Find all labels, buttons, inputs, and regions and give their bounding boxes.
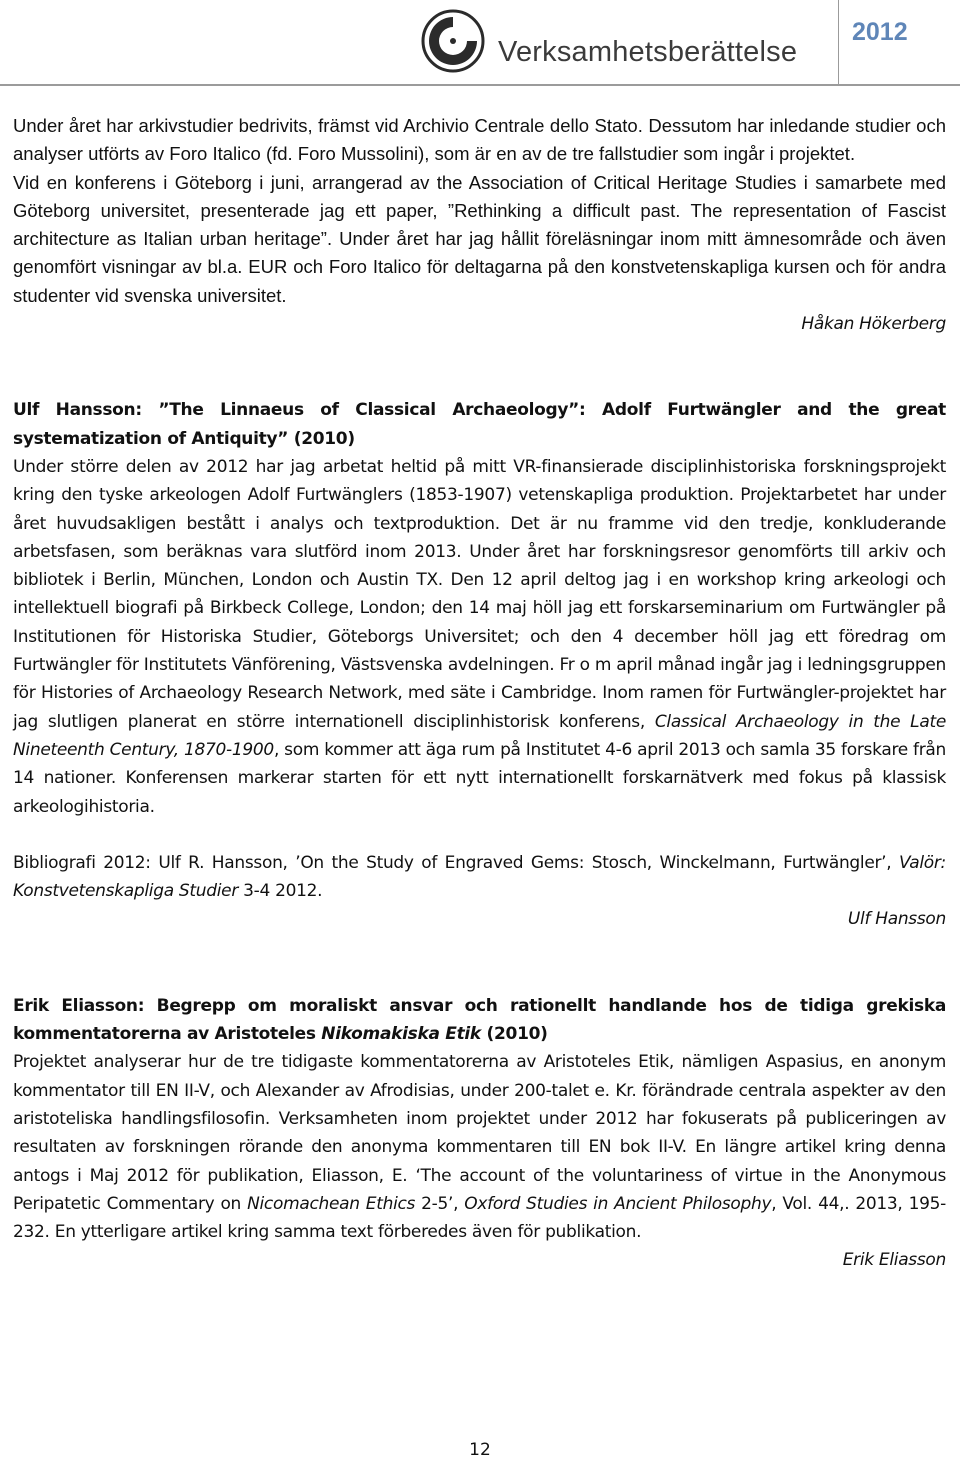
hansson-text-a: Under större delen av 2012 har jag arbetat heltid på mitt VR-finansierade disciplinhistoriska forskningsprojekt kring den tyske arkeologen Adolf Furtwänglers (1853-1907) vetenskapliga produktion. Projektarbetet har under året huvudsakligen bestått i analys och textproduktion. Det är nu framme vid den tredje, konkluderande arbetsfasen, som beräknas vara slutförd inom 2013. Under året har forskningsresor genomförts till arkiv och bibliotek i Berlin, München, London och Austin TX. Den 12 april deltog jag i en workshop kring arkeologi och intellektuell biografi på Birkbeck College, London; den 14 maj höll jag ett forskarseminarium om Furtwängler på Institutionen för Historiska Studier, Göteborgs Universitet; och den 4 december höll jag ett föredrag om Furtwängler för Institutets Vänförening, Västsvenska avdelningen. Fr o m april månad ingår jag i ledningsgruppen för Histories of Archaeology Research Network, med säte i Cambridge. Inom ramen för Furtwängler-projektet har jag slutligen planerat en större internationell disciplinhistorisk konferens, <box>13 456 946 732</box>
intro-paragraph-1: Under året har arkivstudier bedrivits, främst vid Archivio Centrale dello Stato. Dessutom har inledande studier och analyser utförts av Foro Italico (fd. Foro Mussolini), som är en av de tre fallstudier som ingår i projektet. <box>13 115 946 165</box>
report-year: 2012 <box>852 18 908 46</box>
eliasson-title-em: Nikomakiska Etik <box>321 1024 481 1045</box>
document-body <box>13 112 946 1275</box>
section-spacer <box>13 338 946 396</box>
report-title: Verksamhetsberättelse <box>498 36 798 68</box>
signature-hokerberg: Håkan Hökerberg <box>801 314 946 335</box>
hansson-bibliography <box>13 849 946 906</box>
biblio-journal: Valör: Konstvetenskapliga Studier <box>13 852 946 902</box>
signature-hansson: Ulf Hansson <box>847 909 946 930</box>
hansson-text-b: , som kommer att äga rum på Institutet 4-6 april 2013 och samla 35 forskare från 14 nationer. Konferensen markerar starten för ett nytt internationellt forskarnätverk med fokus på klassisk arkeologihistoria. <box>13 739 947 817</box>
eliasson-text-a: Projektet analyserar hur de tre tidigaste kommentatorerna av Aristoteles Etik, nämligen Aspasius, en anonym kommentator till EN II-V, och Alexander av Afrodisias, under 200-talet e. Kr. förändrade centrala aspekter av den aristoteliska handlingsfilosofin. Verksamheten inom projektet under 2012 har fokuserats på publiceringen av resultaten av forskningen rörande den anonyma kommentaren till EN bok II-V. En längre artikel kring denna antogs i Maj 2012 för publikation, Eliasson, E. ‘The account of the voluntariness of virtue in the Anonymous Peripatetic Commentary on <box>13 1052 946 1214</box>
section-eliasson <box>13 992 946 1275</box>
header-divider <box>0 84 960 86</box>
eliasson-em-1: Nicomachean Ethics <box>247 1193 416 1214</box>
eliasson-title-a: Erik Eliasson: Begrepp om moraliskt ansvar och rationellt handlande hos de tidiga grekiska kommentatorerna av Aristoteles <box>13 995 946 1045</box>
section-hansson <box>13 396 946 933</box>
section-title-eliasson <box>13 992 946 1049</box>
intro-paragraph-2: Vid en konferens i Göteborg i juni, arrangerad av the Association of Critical Heritage Studies i samarbete med Göteborg universitet, presenterade jag ett paper, ”Rethinking a difficult past. The representation of Fascist architecture as Italian urban heritage”. Under året har jag hållit föreläsningar inom mitt ämnesområde och även genomfört visningar av bl.a. EUR och Foro Italico för deltagarna på den konstvetenskapliga kursen och för andra studenter vid svenska universitet. <box>13 171 946 306</box>
section-spacer <box>13 934 946 992</box>
eliasson-title-b: (2010) <box>480 1024 548 1045</box>
paragraph-spacer <box>13 821 946 849</box>
page-header <box>0 0 960 86</box>
hansson-paragraph <box>13 453 946 821</box>
eliasson-paragraph <box>13 1048 946 1246</box>
conference-title: Classical Archaeology in the Late Nineteenth Century, 1870-1900 <box>13 711 946 760</box>
institute-logo-icon <box>420 8 486 74</box>
page-number: 12 <box>469 1440 491 1460</box>
section-title-hansson: Ulf Hansson: ”The Linnaeus of Classical Archaeology”: Adolf Furtwängler and the great systematization of Antiquity” (2010) <box>13 400 946 449</box>
section-hokerberg <box>13 112 946 338</box>
eliasson-em-2: Oxford Studies in Ancient Philosophy <box>464 1193 772 1214</box>
signature-eliasson: Erik Eliasson <box>842 1250 946 1271</box>
biblio-text-a: Bibliografi 2012: Ulf R. Hansson, ’On the Study of Engraved Gems: Stosch, Winckelmann, Furtwängler’, <box>13 852 899 873</box>
eliasson-text-b: , Vol. 44,. 2013, 195-232. En ytterligare artikel kring samma text förberedes även för publikation. <box>13 1193 946 1243</box>
header-divider-vertical <box>838 0 839 84</box>
eliasson-text-mid: 2-5’, <box>415 1193 465 1214</box>
biblio-text-b: 3-4 2012. <box>238 881 323 902</box>
